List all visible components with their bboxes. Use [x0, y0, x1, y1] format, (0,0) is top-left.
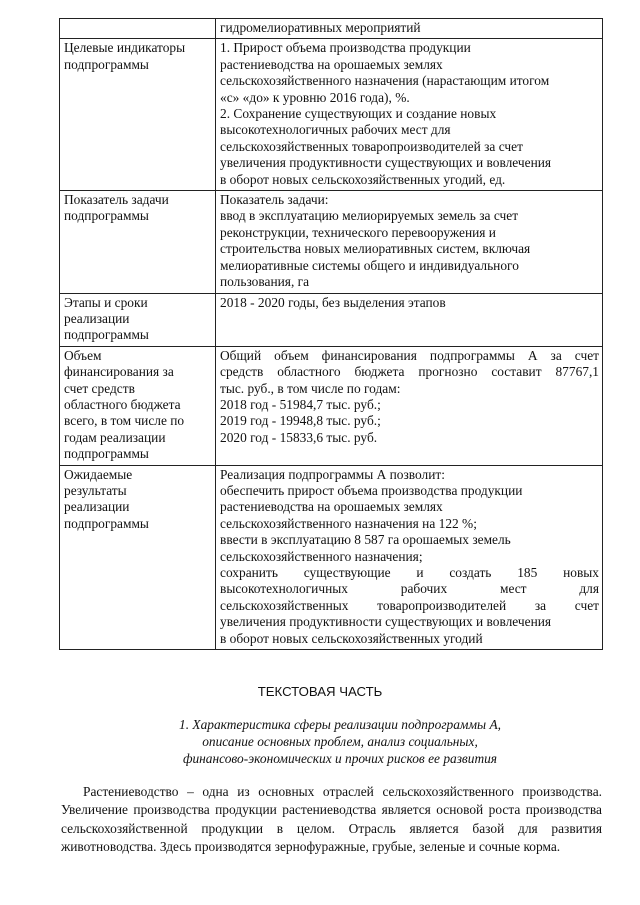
label-line: всего, в том числе по: [64, 413, 185, 429]
value-line: пользования, га: [220, 274, 310, 290]
body-paragraph: [61, 783, 602, 857]
paragraph-text: Растениеводство – одна из основных отраслей сельскохозяйственного производства. Увеличение производства продукции растениеводства является основой роста производства сельскохозяйственной продукции в целом. Отрасль является базой для развития животноводства. Здесь производятся зернофуражные, грубые, зеленые и сочные корма.: [61, 784, 602, 855]
value-line: сохранить существующие и создать 185 новых: [220, 565, 599, 580]
label-line: подпрограммы: [64, 327, 149, 343]
table-row: [60, 465, 603, 649]
value-line: Показатель задачи:: [220, 192, 329, 208]
label-line: результаты: [64, 482, 127, 498]
table-row: [60, 346, 603, 465]
value-line: ввести в эксплуатацию 8 587 га орошаемых земель: [220, 532, 511, 548]
table-row: [60, 293, 603, 346]
value-line: увеличения продуктивности существующих и вовлечения: [220, 155, 552, 171]
label-line: финансирования за: [64, 364, 174, 380]
label-line: подпрограммы: [64, 515, 149, 531]
value-line: сельскохозяйственных товаропроизводителей за счет: [220, 597, 599, 613]
section-title: [100, 716, 580, 767]
label-line: счет средств: [64, 380, 135, 396]
value-line: гидромелиоративных мероприятий: [220, 20, 421, 35]
row-label: [60, 19, 216, 39]
value-line: растениеводства на орошаемых землях: [220, 499, 443, 515]
label-line: реализации: [64, 310, 130, 326]
row-value: [216, 293, 603, 346]
label-line: Ожидаемые: [64, 466, 133, 482]
value-line: 1. Прирост объема производства продукции: [220, 40, 471, 56]
row-label: [60, 346, 216, 465]
value-line: обеспечить прирост объема производства продукции: [220, 482, 523, 498]
row-label: [60, 293, 216, 346]
label-line: Объем: [64, 347, 102, 363]
value-line: растениеводства на орошаемых землях: [220, 56, 443, 72]
label-line: подпрограммы: [64, 208, 149, 224]
section-title-line: описание основных проблем, анализ социальных,: [202, 734, 478, 749]
row-value: [216, 346, 603, 465]
value-line: реконструкции, технического перевооружения и: [220, 224, 496, 240]
value-line: сельскохозяйственного назначения (нарастающим итогом: [220, 73, 550, 89]
passport-table: [59, 18, 603, 650]
row-label: [60, 465, 216, 649]
label-line: годам реализации: [64, 429, 166, 445]
value-line: Общий объем финансирования подпрограммы А за счет: [220, 347, 599, 363]
row-value: [216, 191, 603, 293]
value-line: 2019 год - 19948,8 тыс. руб.;: [220, 413, 381, 429]
value-line: средств областного бюджета прогнозно составит 87767,1: [220, 364, 599, 380]
value-line: «с» «до» к уровню 2016 года), %.: [220, 89, 410, 105]
section-title-line: финансово-экономических и прочих рисков ее развития: [182, 751, 498, 766]
value-line: высокотехнологичных рабочих мест для: [220, 581, 599, 597]
value-line: мелиоративные системы общего и индивидуального: [220, 257, 519, 273]
value-line: сельскохозяйственного назначения на 122 %;: [220, 515, 477, 531]
label-line: областного бюджета: [64, 396, 181, 412]
label-line: Целевые индикаторы: [64, 40, 186, 56]
value-line: 2020 год - 15833,6 тыс. руб.: [220, 429, 378, 445]
value-line: 2018 год - 51984,7 тыс. руб.;: [220, 396, 381, 412]
value-line: сельскохозяйственных товаропроизводителей за счет: [220, 138, 523, 154]
label-line: реализации: [64, 499, 130, 515]
row-value: [216, 465, 603, 649]
value-line: увеличения продуктивности существующих и вовлечения: [220, 614, 552, 630]
value-line: тыс. руб., в том числе по годам:: [220, 380, 401, 396]
table-row: [60, 19, 603, 39]
table-row: [60, 39, 603, 191]
value-line: 2. Сохранение существующих и создание новых: [220, 106, 497, 122]
row-label: [60, 191, 216, 293]
value-line: в оборот новых сельскохозяйственных угодий: [220, 630, 483, 646]
value-line: высокотехнологичных рабочих мест для: [220, 122, 451, 138]
value-line: ввод в эксплуатацию мелиорируемых земель за счет: [220, 208, 519, 224]
value-line: Реализация подпрограммы А позволит:: [220, 466, 445, 482]
section-title-line: 1. Характеристика сферы реализации подпрограммы А,: [179, 717, 501, 732]
section-heading: ТЕКСТОВАЯ ЧАСТЬ: [257, 684, 383, 699]
row-value: [216, 19, 603, 39]
value-line: в оборот новых сельскохозяйственных угодий, ед.: [220, 171, 506, 187]
value-line: 2018 - 2020 годы, без выделения этапов: [220, 294, 446, 310]
label-line: подпрограммы: [64, 56, 149, 72]
label-line: Показатель задачи: [64, 192, 169, 208]
row-label: [60, 39, 216, 191]
table-row: [60, 191, 603, 293]
label-line: подпрограммы: [64, 446, 149, 462]
row-value: [216, 39, 603, 191]
value-line: сельскохозяйственного назначения;: [220, 548, 423, 564]
label-line: Этапы и сроки: [64, 294, 148, 310]
value-line: строительства новых мелиоративных систем, включая: [220, 241, 531, 257]
